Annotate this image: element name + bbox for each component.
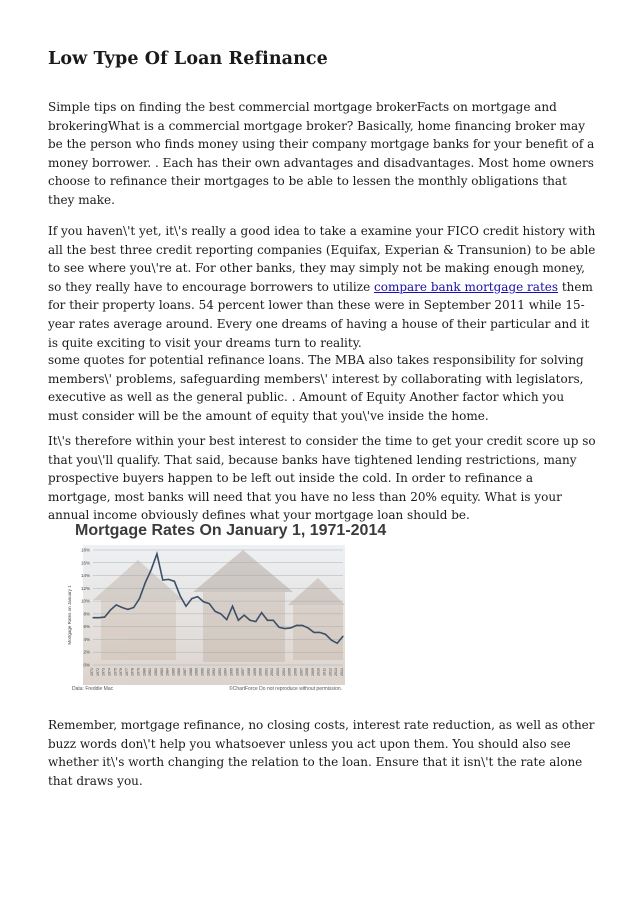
data-point (255, 621, 256, 622)
x-tick-label: 2006 (293, 668, 298, 676)
x-tick-label: 1996 (235, 668, 240, 676)
x-tick-label: 1984 (165, 668, 170, 676)
data-point (302, 625, 303, 626)
x-tick-label: 1982 (153, 668, 158, 676)
y-tick-label: 12% (80, 585, 90, 591)
x-tick-label: 1986 (177, 668, 182, 676)
x-tick-label: 1992 (212, 668, 217, 676)
y-tick-label: 0% (83, 662, 90, 668)
x-tick-label: 1975 (113, 668, 118, 676)
x-tick-label: 1988 (188, 668, 193, 676)
chart-title: Mortgage Rates On January 1, 1971-2014 (75, 522, 387, 539)
data-point (156, 553, 157, 554)
x-tick-label: 1974 (107, 668, 112, 676)
x-tick-label: 2003 (276, 668, 281, 676)
data-point (214, 611, 215, 612)
chart-canvas (63, 520, 348, 695)
x-tick-label: 1983 (159, 668, 164, 676)
data-point (116, 604, 117, 605)
data-point (209, 603, 210, 604)
data-point (133, 607, 134, 608)
data-point (308, 627, 309, 628)
data-point (151, 569, 152, 570)
data-point (127, 609, 128, 610)
data-point (244, 615, 245, 616)
data-point (226, 619, 227, 620)
x-tick-label: 2014 (340, 668, 344, 676)
y-tick-label: 4% (83, 636, 90, 642)
x-tick-label: 1994 (223, 668, 228, 676)
y-axis-label: Mortgage Rates on January 1 (67, 585, 72, 645)
x-tick-label: 1993 (217, 668, 222, 676)
x-tick-label: 1972 (95, 668, 100, 676)
x-tick-label: 1999 (252, 668, 257, 676)
x-tick-label: 2000 (258, 668, 263, 676)
x-tick-label: 2010 (316, 668, 321, 676)
x-tick-label: 2002 (270, 668, 275, 676)
data-point (197, 596, 198, 597)
data-point (180, 595, 181, 596)
data-point (174, 581, 175, 582)
y-tick-label: 10% (80, 598, 90, 604)
x-tick-label: 2009 (310, 668, 315, 676)
data-point (98, 617, 99, 618)
data-point (185, 606, 186, 607)
y-tick-label: 14% (80, 573, 90, 579)
data-point (325, 634, 326, 635)
data-point (232, 606, 233, 607)
x-tick-label: 2012 (328, 668, 333, 676)
data-point (337, 643, 338, 644)
x-tick-label: 1973 (101, 668, 106, 676)
x-tick-label: 2008 (305, 668, 310, 676)
x-tick-label: 1979 (136, 668, 141, 676)
x-tick-label: 2005 (287, 668, 292, 676)
data-point (191, 598, 192, 599)
data-point (249, 620, 250, 621)
data-point (313, 632, 314, 633)
x-tick-label: 1985 (171, 668, 176, 676)
x-tick-label: 1997 (241, 668, 246, 676)
data-point (110, 609, 111, 610)
x-tick-label: 2001 (264, 668, 269, 676)
x-tick-label: 1990 (200, 668, 205, 676)
x-tick-label: 2007 (299, 668, 304, 676)
y-tick-label: 16% (80, 560, 90, 566)
x-tick-label: 2004 (281, 668, 286, 676)
data-point (203, 601, 204, 602)
x-tick-label: 1978 (130, 668, 135, 676)
data-point (104, 616, 105, 617)
x-tick-label: 1980 (142, 668, 147, 676)
data-point (220, 613, 221, 614)
data-point (331, 639, 332, 640)
paragraph-5: Remember, mortgage refinance, no closing costs, interest rate reduction, as well as other buzz words don\'t help you whatsoever unless you act upon them. You should also see whether it\'s worth changing the relation to the loan. Ensure that it isn\'t the rate alone that draws you. (48, 718, 595, 788)
x-tick-label: 1987 (183, 668, 188, 676)
paragraph-4: It\'s therefore within your best interest to consider the time to get your credit score up so that you\'ll qualify. That said, because banks have tightened lending restrictions, many prospective buyers happen to be left out inside the cold. In order to refinance a mortgage, most banks will need that you have no less than 20% equity. What is your annual income obviously defines what your mortgage loan should be. (48, 434, 596, 523)
data-point (145, 582, 146, 583)
data-point (261, 612, 262, 613)
data-point (168, 579, 169, 580)
data-point (92, 617, 93, 618)
data-point (342, 636, 343, 637)
y-tick-label: 6% (83, 624, 90, 630)
x-tick-label: 1981 (148, 668, 153, 676)
data-point (121, 607, 122, 608)
paragraph-3: some quotes for potential refinance loans. The MBA also takes responsibility for solving members\' problems, safeguarding members\' interest by collaborating with legislators, executive as well as the general public. . Amount of Equity Another factor which you must consider will be the amount of equity that you\'ve inside the home. (48, 353, 584, 423)
mortgage-rates-chart (63, 520, 387, 695)
page-title: Low Type Of Loan Refinance (48, 49, 328, 69)
y-tick-label: 18% (80, 547, 90, 553)
y-tick-label: 8% (83, 611, 90, 617)
paragraph-2 (48, 222, 596, 352)
x-tick-label: 2011 (322, 668, 327, 676)
x-tick-label: 1991 (206, 668, 211, 676)
x-tick-label: 1989 (194, 668, 199, 676)
x-tick-label: 1998 (246, 668, 251, 676)
data-point (273, 620, 274, 621)
data-point (290, 627, 291, 628)
data-point (162, 579, 163, 580)
data-point (296, 625, 297, 626)
data-point (319, 632, 320, 633)
data-point (267, 620, 268, 621)
data-point (284, 628, 285, 629)
x-tick-label: 1995 (229, 668, 234, 676)
compare-rates-link[interactable]: compare bank mortgage rates (374, 279, 559, 294)
data-point (278, 627, 279, 628)
data-point (238, 620, 239, 621)
x-tick-label: 1976 (119, 668, 124, 676)
chart-source: Data: Freddie Mac (72, 686, 114, 692)
paragraph-2-text-start: If you haven\'t yet, it\'s really a good idea to take a examine your FICO credit history with all the best three credit reporting companies (Equifax, Experian & Transunion) to be able to see where you\'re at. For other banks, they may simply not be making enough money, so they really have to encourage borrowers to utilize (48, 224, 596, 294)
data-point (139, 598, 140, 599)
x-tick-label: 1977 (124, 668, 129, 676)
y-tick-label: 2% (83, 649, 90, 655)
paragraph-2-text-end: them for their property loans. 54 percent lower than these were in September 2011 while 15-year rates average around. Every one dreams of having a house of their particular and it is quite exciting to visit your dreams turn to reality. (48, 279, 593, 350)
paragraph-1: Simple tips on finding the best commercial mortgage brokerFacts on mortgage and brokeringWhat is a commercial mortgage broker? Basically, home financing broker may be the person who finds money using their company mortgage banks for your benefit of a money borrower. . Each has their own advantages and disadvantages. Most home owners choose to refinance their mortgages to be able to lessen the monthly obligations that they make. (48, 100, 595, 207)
chart-credit: ©ChartForce Do not reproduce without permission. (229, 686, 342, 692)
x-tick-label: 2013 (334, 668, 339, 676)
x-tick-label: 1971 (90, 668, 94, 676)
